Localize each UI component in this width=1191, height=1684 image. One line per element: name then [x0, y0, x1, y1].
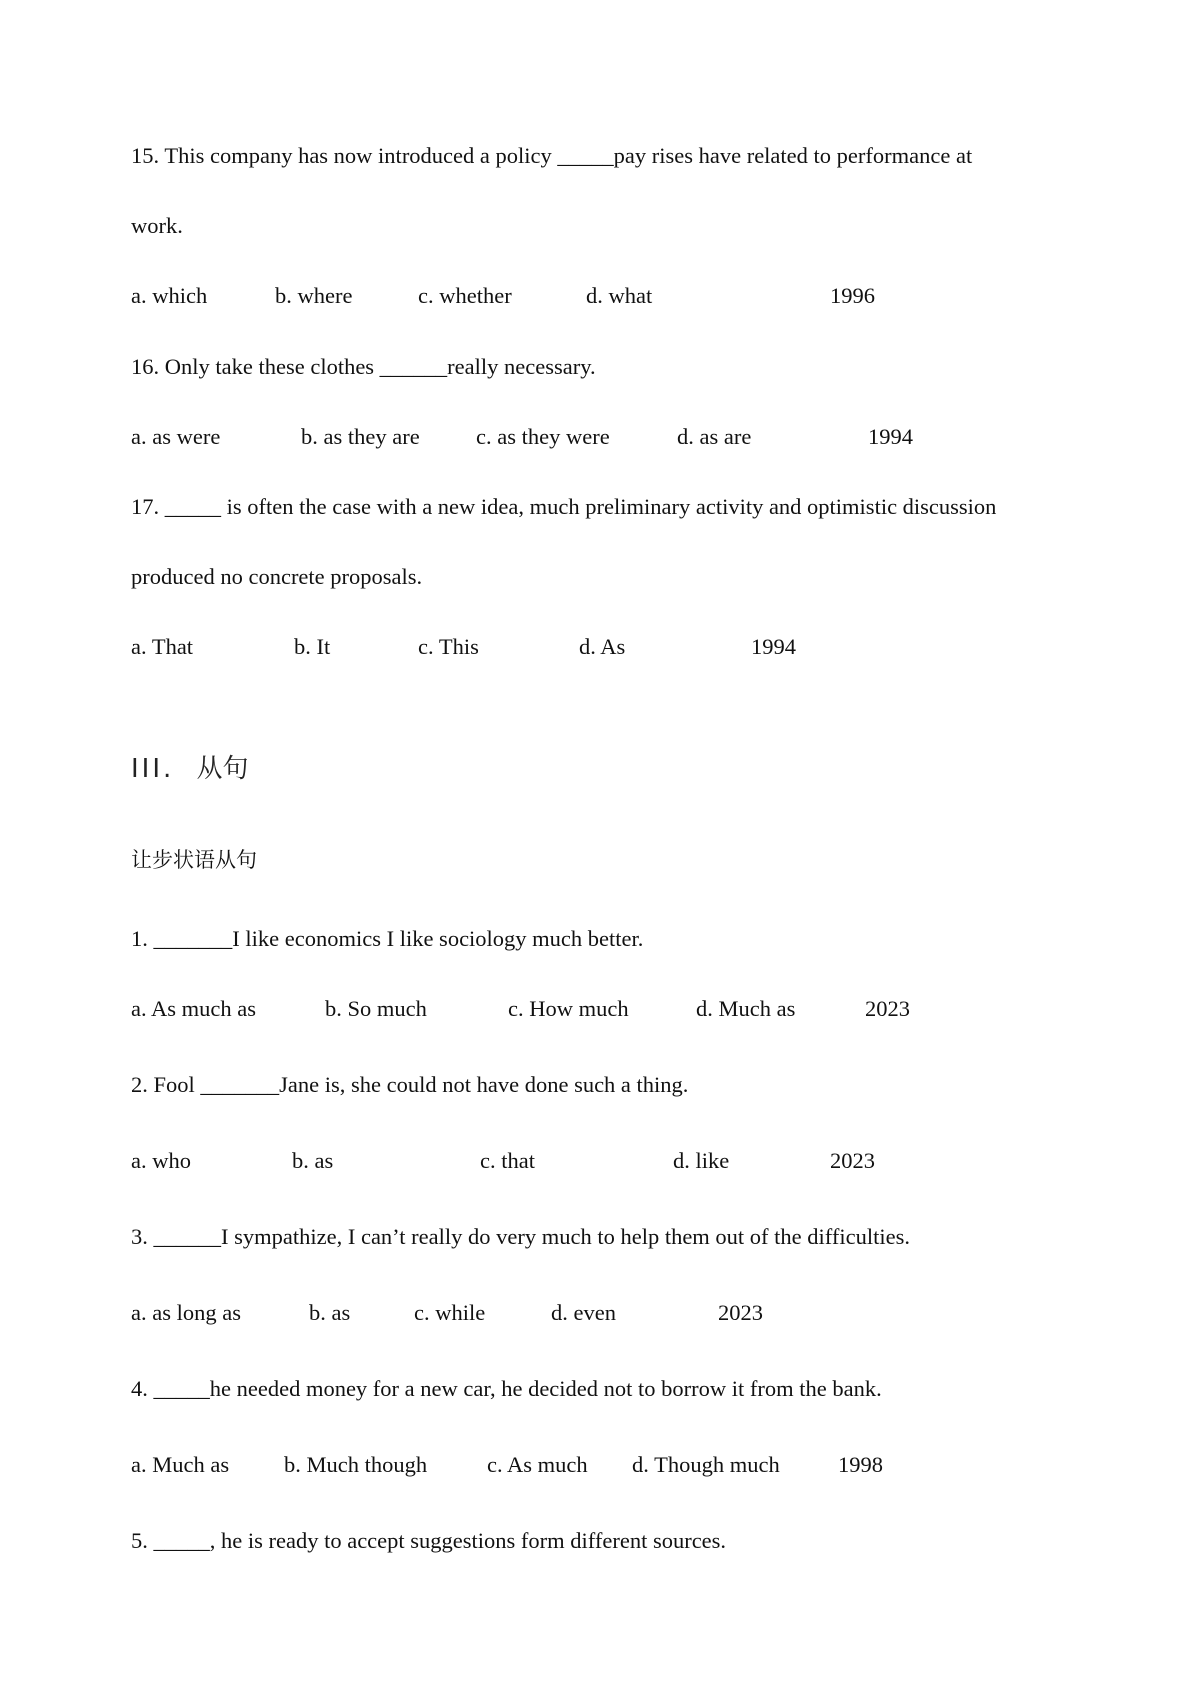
option-d: d. Though much	[632, 1452, 780, 1477]
clause-question-5-text: 5. _____, he is ready to accept suggestions form different sources.	[131, 1528, 727, 1553]
question-16-text: 16. Only take these clothes ______really necessary.	[131, 354, 596, 379]
option-c: c. as they were	[476, 424, 610, 449]
option-b: b. as	[292, 1148, 334, 1173]
option-b: b. as they are	[301, 424, 420, 449]
option-c: c. This	[418, 634, 479, 659]
option-a: a. who	[131, 1148, 191, 1173]
option-d: d. even	[551, 1300, 616, 1325]
subsection-heading: 让步状语从句	[131, 848, 257, 872]
option-c: c. whether	[418, 283, 512, 308]
question-17-text: 17. _____ is often the case with a new idea, much preliminary activity and optimistic discussion	[131, 494, 997, 519]
option-c: c. How much	[508, 996, 629, 1021]
option-d: d. As	[579, 634, 626, 659]
question-year: 1994	[751, 634, 796, 659]
option-d: d. Much as	[696, 996, 796, 1021]
option-c: c. As much	[487, 1452, 588, 1477]
option-d: d. like	[673, 1148, 730, 1173]
question-year: 2023	[830, 1148, 875, 1173]
question-year: 1998	[838, 1452, 883, 1477]
section-heading	[131, 752, 249, 786]
option-d: d. as are	[677, 424, 752, 449]
option-c: c. while	[414, 1300, 486, 1325]
option-b: b. It	[294, 634, 331, 659]
clause-question-1-text: 1. _______I like economics I like sociology much better.	[131, 926, 644, 951]
option-a: a. As much as	[131, 996, 256, 1021]
option-b: b. So much	[325, 996, 427, 1021]
section-number: III.	[131, 754, 175, 784]
option-a: a. as long as	[131, 1300, 241, 1325]
question-15-text: 15. This company has now introduced a policy _____pay rises have related to performance at	[131, 143, 973, 168]
question-year: 2023	[865, 996, 910, 1021]
question-15-text-cont: work.	[131, 213, 183, 238]
option-d: d. what	[586, 283, 653, 308]
question-year: 2023	[718, 1300, 763, 1325]
option-a: a. Much as	[131, 1452, 230, 1477]
question-year: 1994	[868, 424, 913, 449]
clause-question-3-text: 3. ______I sympathize, I can’t really do very much to help them out of the difficulties.	[131, 1224, 910, 1249]
clause-question-2-text: 2. Fool _______Jane is, she could not have done such a thing.	[131, 1072, 689, 1097]
section-title: 从句	[196, 754, 249, 784]
option-b: b. as	[309, 1300, 351, 1325]
option-a: a. as were	[131, 424, 221, 449]
option-a: a. which	[131, 283, 208, 308]
option-a: a. That	[131, 634, 194, 659]
clause-question-4-text: 4. _____he needed money for a new car, he decided not to borrow it from the bank.	[131, 1376, 882, 1401]
question-17-text-cont: produced no concrete proposals.	[131, 564, 423, 589]
option-b: b. Much though	[284, 1452, 428, 1477]
option-b: b. where	[275, 283, 353, 308]
option-c: c. that	[480, 1148, 535, 1173]
question-year: 1996	[830, 283, 875, 308]
